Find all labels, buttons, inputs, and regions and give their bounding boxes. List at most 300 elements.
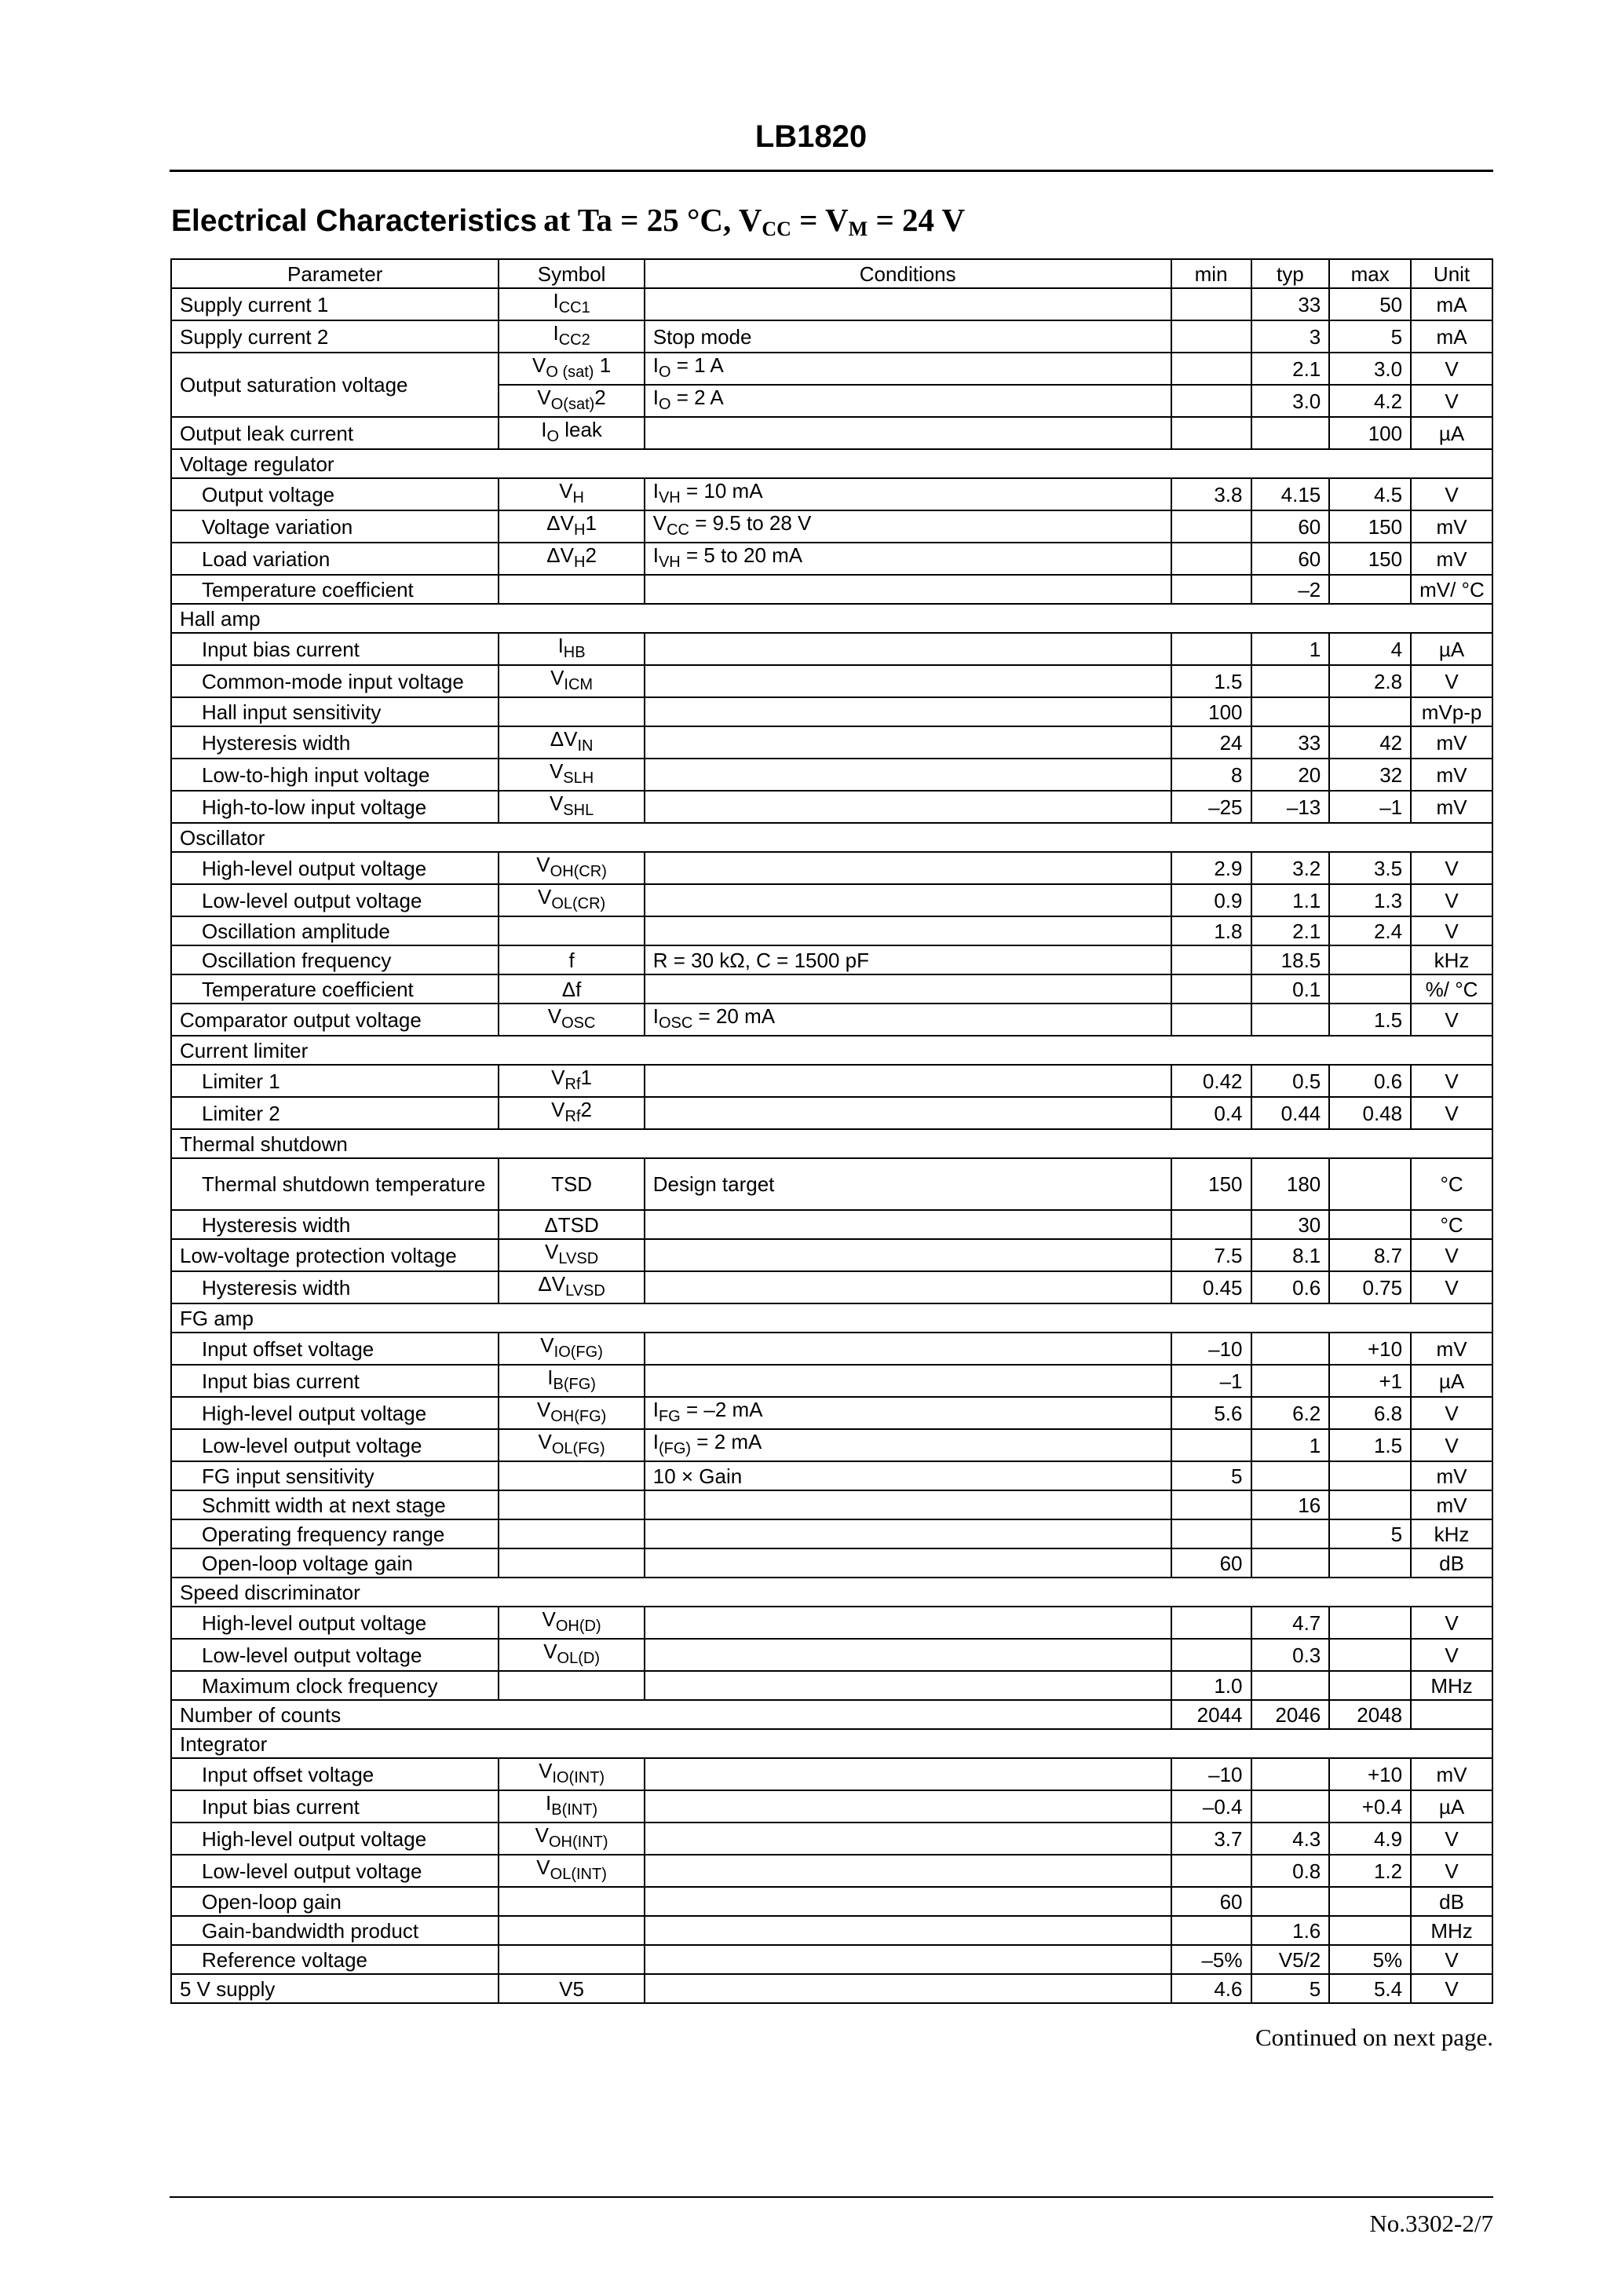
max-cell bbox=[1329, 974, 1411, 1004]
max-cell: 4 bbox=[1329, 633, 1411, 665]
min-cell bbox=[1171, 1639, 1251, 1671]
column-header-min: min bbox=[1171, 259, 1251, 288]
min-cell: –10 bbox=[1171, 1333, 1251, 1365]
min-cell: –5% bbox=[1171, 1945, 1251, 1974]
max-cell bbox=[1329, 1887, 1411, 1916]
max-cell: +10 bbox=[1329, 1758, 1411, 1790]
parameter-cell: Open-loop gain bbox=[171, 1887, 499, 1916]
symbol-cell bbox=[499, 1855, 644, 1887]
typ-cell: 18.5 bbox=[1251, 945, 1330, 974]
max-cell: –1 bbox=[1329, 791, 1411, 823]
unit-cell: mV bbox=[1411, 1333, 1492, 1365]
subscript-text: IN bbox=[577, 737, 594, 755]
max-cell: 1.5 bbox=[1329, 1429, 1411, 1461]
typ-cell: 1 bbox=[1251, 633, 1330, 665]
inline-text: V bbox=[549, 792, 564, 815]
max-cell: 3.0 bbox=[1329, 353, 1411, 385]
inline-text: V bbox=[536, 1398, 551, 1421]
min-cell: 2.9 bbox=[1171, 852, 1251, 884]
max-cell: 42 bbox=[1329, 726, 1411, 759]
parameter-cell: High-level output voltage bbox=[171, 852, 499, 884]
parameter-cell: Low-level output voltage bbox=[171, 1855, 499, 1887]
inline-text: I bbox=[652, 386, 659, 409]
table-row bbox=[171, 759, 1492, 791]
table-group-row bbox=[171, 449, 1492, 478]
unit-cell: V bbox=[1411, 1429, 1492, 1461]
max-cell: 3.5 bbox=[1329, 852, 1411, 884]
parameter-cell: Open-loop voltage gain bbox=[171, 1548, 499, 1578]
min-cell bbox=[1171, 974, 1251, 1004]
subscript-text: OH(D) bbox=[555, 1618, 601, 1635]
table-row bbox=[171, 1887, 1492, 1916]
inline-text: ΔV bbox=[546, 543, 574, 567]
max-cell: 150 bbox=[1329, 510, 1411, 543]
inline-text: V bbox=[537, 386, 551, 409]
electrical-characteristics-table bbox=[170, 258, 1493, 2004]
parameter-cell: Common-mode input voltage bbox=[171, 665, 499, 697]
table-row bbox=[171, 1974, 1492, 2003]
parameter-cell: High-to-low input voltage bbox=[171, 791, 499, 823]
conditions-cell bbox=[645, 945, 1171, 974]
min-cell bbox=[1171, 320, 1251, 353]
subscript-text: IO(FG) bbox=[553, 1344, 603, 1361]
subscript-text: LVSD bbox=[565, 1282, 605, 1300]
typ-cell: 0.8 bbox=[1251, 1855, 1330, 1887]
table-body bbox=[171, 288, 1492, 2003]
typ-cell: 1 bbox=[1251, 1429, 1330, 1461]
parameter-cell: Voltage variation bbox=[171, 510, 499, 543]
min-cell bbox=[1171, 385, 1251, 417]
max-cell bbox=[1329, 945, 1411, 974]
conditions-cell bbox=[645, 1855, 1171, 1887]
inline-text: I bbox=[553, 289, 559, 313]
table-group-row bbox=[171, 1729, 1492, 1758]
unit-cell: V bbox=[1411, 478, 1492, 510]
min-cell bbox=[1171, 353, 1251, 385]
table-row bbox=[171, 852, 1492, 884]
min-cell: 0.42 bbox=[1171, 1065, 1251, 1097]
typ-cell: 4.15 bbox=[1251, 478, 1330, 510]
unit-cell: dB bbox=[1411, 1887, 1492, 1916]
typ-cell bbox=[1251, 1887, 1330, 1916]
group-label: Thermal shutdown bbox=[171, 1129, 1492, 1158]
table-row bbox=[171, 884, 1492, 916]
footer-rule bbox=[170, 2196, 1493, 2198]
unit-cell: µA bbox=[1411, 1365, 1492, 1397]
table-row bbox=[171, 1210, 1492, 1239]
min-cell: 5 bbox=[1171, 1461, 1251, 1490]
max-cell: 1.2 bbox=[1329, 1855, 1411, 1887]
parameter-cell: Reference voltage bbox=[171, 1945, 499, 1974]
table-row bbox=[171, 478, 1492, 510]
symbol-cell bbox=[499, 1097, 644, 1129]
symbol-cell bbox=[499, 791, 644, 823]
symbol-cell bbox=[499, 1490, 644, 1519]
subscript-text: O(sat) bbox=[550, 396, 595, 413]
table-row bbox=[171, 1945, 1492, 1974]
typ-cell: 1.1 bbox=[1251, 884, 1330, 916]
inline-text: V bbox=[537, 885, 552, 909]
min-cell bbox=[1171, 510, 1251, 543]
unit-cell: V bbox=[1411, 1639, 1492, 1671]
column-header-symbol: Symbol bbox=[499, 259, 644, 288]
table-row bbox=[171, 726, 1492, 759]
max-cell: 100 bbox=[1329, 417, 1411, 449]
typ-cell: 0.44 bbox=[1251, 1097, 1330, 1129]
symbol-cell bbox=[499, 1271, 644, 1303]
inline-text: = 20 mA bbox=[692, 1004, 776, 1028]
subscript-text: LVSD bbox=[558, 1250, 599, 1267]
conditions-cell bbox=[645, 1607, 1171, 1639]
subscript-text: B(INT) bbox=[551, 1801, 598, 1819]
symbol-cell bbox=[499, 1790, 644, 1823]
conditions-cell bbox=[645, 1945, 1171, 1974]
inline-text: R = 30 kΩ, C = 1500 pF bbox=[652, 948, 869, 972]
inline-text: ΔTSD bbox=[544, 1212, 599, 1237]
inline-text: = 1 A bbox=[670, 353, 724, 377]
conditions-cell bbox=[645, 1519, 1171, 1548]
inline-text: 1 bbox=[594, 353, 612, 377]
typ-cell bbox=[1251, 697, 1330, 726]
typ-cell: 3.0 bbox=[1251, 385, 1330, 417]
table-row bbox=[171, 543, 1492, 575]
inline-text: I bbox=[652, 1004, 659, 1028]
min-cell bbox=[1171, 1429, 1251, 1461]
header-rule bbox=[170, 170, 1493, 172]
table-row bbox=[171, 1758, 1492, 1790]
symbol-cell bbox=[499, 1758, 644, 1790]
unit-cell: mV bbox=[1411, 791, 1492, 823]
page-number: No.3302-2/7 bbox=[1369, 2210, 1493, 2237]
inline-text: 10 × Gain bbox=[652, 1464, 743, 1488]
symbol-cell bbox=[499, 1365, 644, 1397]
table-row bbox=[171, 1461, 1492, 1490]
parameter-cell: Low-to-high input voltage bbox=[171, 759, 499, 791]
inline-text: ΔV bbox=[538, 1272, 566, 1296]
min-cell: 1.8 bbox=[1171, 916, 1251, 945]
symbol-cell bbox=[499, 1916, 644, 1945]
unit-cell: V bbox=[1411, 852, 1492, 884]
inline-text: I bbox=[652, 1398, 659, 1421]
table-row bbox=[171, 1158, 1492, 1210]
symbol-cell bbox=[499, 1639, 644, 1671]
max-cell bbox=[1329, 1671, 1411, 1700]
table-row bbox=[171, 1639, 1492, 1671]
unit-cell: mV bbox=[1411, 759, 1492, 791]
inline-text: V bbox=[543, 1640, 557, 1663]
subscript-text: IO(INT) bbox=[552, 1769, 605, 1786]
unit-cell: µA bbox=[1411, 633, 1492, 665]
parameter-cell: Input offset voltage bbox=[171, 1758, 499, 1790]
inline-text: V bbox=[547, 1004, 562, 1028]
max-cell bbox=[1329, 697, 1411, 726]
subscript-text: Rf bbox=[564, 1076, 581, 1093]
unit-cell: V bbox=[1411, 1823, 1492, 1855]
typ-cell bbox=[1251, 1758, 1330, 1790]
inline-text: Stop mode bbox=[652, 324, 752, 349]
parameter-cell: Comparator output voltage bbox=[171, 1004, 499, 1036]
typ-cell: –13 bbox=[1251, 791, 1330, 823]
symbol-cell bbox=[499, 1461, 644, 1490]
conditions-cell bbox=[645, 665, 1171, 697]
min-cell bbox=[1171, 945, 1251, 974]
symbol-cell bbox=[499, 1239, 644, 1271]
typ-cell bbox=[1251, 1004, 1330, 1036]
inline-text: 2 bbox=[585, 543, 597, 567]
conditions-cell bbox=[645, 1429, 1171, 1461]
table-row bbox=[171, 353, 1492, 385]
parameter-cell: Low-level output voltage bbox=[171, 1429, 499, 1461]
conditions-cell bbox=[645, 1887, 1171, 1916]
symbol-cell bbox=[499, 543, 644, 575]
conditions-cell bbox=[645, 1004, 1171, 1036]
symbol-cell bbox=[499, 945, 644, 974]
parameter-cell: Output leak current bbox=[171, 417, 499, 449]
min-cell bbox=[1171, 1519, 1251, 1548]
parameter-cell: Input bias current bbox=[171, 633, 499, 665]
inline-text: V bbox=[539, 1759, 553, 1782]
min-cell: 2044 bbox=[1171, 1700, 1251, 1729]
symbol-cell bbox=[499, 1548, 644, 1578]
min-cell: 0.45 bbox=[1171, 1271, 1251, 1303]
conditions-cell bbox=[645, 916, 1171, 945]
typ-cell: V5/2 bbox=[1251, 1945, 1330, 1974]
conditions-cell bbox=[645, 759, 1171, 791]
table-row bbox=[171, 974, 1492, 1004]
min-cell: 3.7 bbox=[1171, 1823, 1251, 1855]
subscript-text: (FG) bbox=[658, 1440, 692, 1457]
subscript-text: OL(FG) bbox=[551, 1440, 605, 1457]
inline-text: ΔV bbox=[546, 511, 574, 535]
typ-cell bbox=[1251, 1548, 1330, 1578]
table-row bbox=[171, 320, 1492, 353]
subscript-text: CC2 bbox=[558, 331, 590, 349]
inline-text: V bbox=[551, 1098, 565, 1121]
inline-text: V bbox=[538, 1430, 552, 1453]
max-cell: 1.3 bbox=[1329, 884, 1411, 916]
min-cell: –25 bbox=[1171, 791, 1251, 823]
parameter-cell: High-level output voltage bbox=[171, 1397, 499, 1429]
max-cell: 5% bbox=[1329, 1945, 1411, 1974]
conditions-cell bbox=[645, 1158, 1171, 1210]
conditions-cell bbox=[645, 1461, 1171, 1490]
subscript-text: O bbox=[658, 364, 671, 381]
typ-cell: 0.5 bbox=[1251, 1065, 1330, 1097]
unit-cell: V bbox=[1411, 1004, 1492, 1036]
max-cell bbox=[1329, 1158, 1411, 1210]
unit-cell: MHz bbox=[1411, 1916, 1492, 1945]
min-cell: –1 bbox=[1171, 1365, 1251, 1397]
parameter-cell: Low-voltage protection voltage bbox=[171, 1239, 499, 1271]
symbol-cell bbox=[499, 1607, 644, 1639]
subscript-text: VH bbox=[658, 554, 681, 571]
max-cell: 8.7 bbox=[1329, 1239, 1411, 1271]
typ-cell bbox=[1251, 665, 1330, 697]
conditions-cell bbox=[645, 1823, 1171, 1855]
typ-cell: 8.1 bbox=[1251, 1239, 1330, 1271]
parameter-cell: Load variation bbox=[171, 543, 499, 575]
condition-subscript: CC bbox=[762, 218, 791, 240]
inline-text: V bbox=[549, 759, 564, 783]
unit-cell: V bbox=[1411, 916, 1492, 945]
subscript-text: ICM bbox=[564, 676, 594, 693]
group-label: Speed discriminator bbox=[171, 1578, 1492, 1607]
typ-cell bbox=[1251, 1365, 1330, 1397]
unit-cell: V bbox=[1411, 665, 1492, 697]
parameter-cell: Output voltage bbox=[171, 478, 499, 510]
inline-text: = 10 mA bbox=[680, 479, 763, 503]
inline-text: V5 bbox=[559, 1976, 584, 2001]
typ-cell bbox=[1251, 1461, 1330, 1490]
parameter-cell: 5 V supply bbox=[171, 1974, 499, 2003]
conditions-cell bbox=[645, 1974, 1171, 2003]
unit-cell: mA bbox=[1411, 320, 1492, 353]
inline-text: V bbox=[652, 511, 667, 535]
conditions-cell bbox=[645, 1639, 1171, 1671]
symbol-cell bbox=[499, 852, 644, 884]
column-header-unit: Unit bbox=[1411, 259, 1492, 288]
inline-text: V bbox=[542, 1607, 556, 1631]
table-group-row bbox=[171, 604, 1492, 633]
typ-cell: 180 bbox=[1251, 1158, 1330, 1210]
inline-text: I bbox=[652, 1430, 659, 1453]
typ-cell: 5 bbox=[1251, 1974, 1330, 2003]
parameter-cell: Limiter 2 bbox=[171, 1097, 499, 1129]
min-cell: 24 bbox=[1171, 726, 1251, 759]
typ-cell: 6.2 bbox=[1251, 1397, 1330, 1429]
unit-cell: dB bbox=[1411, 1548, 1492, 1578]
table-row bbox=[171, 1333, 1492, 1365]
symbol-cell bbox=[499, 320, 644, 353]
subscript-text: HB bbox=[563, 644, 586, 661]
continued-note: Continued on next page. bbox=[1255, 2024, 1493, 2051]
condition-subscript: M bbox=[848, 218, 868, 240]
unit-cell: V bbox=[1411, 1239, 1492, 1271]
section-heading-title: Electrical Characteristics bbox=[171, 204, 538, 238]
conditions-cell bbox=[645, 1239, 1171, 1271]
symbol-cell bbox=[499, 1158, 644, 1210]
conditions-cell bbox=[645, 353, 1171, 385]
parameter-cell: Low-level output voltage bbox=[171, 1639, 499, 1671]
typ-cell bbox=[1251, 1333, 1330, 1365]
min-cell: 7.5 bbox=[1171, 1239, 1251, 1271]
max-cell: 5.4 bbox=[1329, 1974, 1411, 2003]
typ-cell: 33 bbox=[1251, 726, 1330, 759]
table-row bbox=[171, 791, 1492, 823]
typ-cell bbox=[1251, 1790, 1330, 1823]
min-cell bbox=[1171, 543, 1251, 575]
group-label: Current limiter bbox=[171, 1036, 1492, 1065]
unit-cell: µA bbox=[1411, 417, 1492, 449]
symbol-cell bbox=[499, 633, 644, 665]
typ-cell: 33 bbox=[1251, 288, 1330, 320]
symbol-cell bbox=[499, 1004, 644, 1036]
table-row bbox=[171, 633, 1492, 665]
min-cell: 3.8 bbox=[1171, 478, 1251, 510]
min-cell: 1.5 bbox=[1171, 665, 1251, 697]
parameter-cell: Hysteresis width bbox=[171, 1271, 499, 1303]
parameter-cell: Supply current 2 bbox=[171, 320, 499, 353]
table-group-row bbox=[171, 1036, 1492, 1065]
inline-text: V bbox=[536, 1855, 550, 1879]
typ-cell bbox=[1251, 417, 1330, 449]
min-cell: 0.4 bbox=[1171, 1097, 1251, 1129]
parameter-cell: Number of counts bbox=[171, 1700, 1171, 1729]
subscript-text: Rf bbox=[564, 1108, 581, 1125]
max-cell: 5 bbox=[1329, 1519, 1411, 1548]
table-row bbox=[171, 665, 1492, 697]
table-row bbox=[171, 1548, 1492, 1578]
table-row bbox=[171, 916, 1492, 945]
symbol-cell bbox=[499, 1974, 644, 2003]
max-cell bbox=[1329, 1210, 1411, 1239]
unit-cell: V bbox=[1411, 353, 1492, 385]
symbol-cell bbox=[499, 385, 644, 417]
min-cell bbox=[1171, 1490, 1251, 1519]
group-label: Voltage regulator bbox=[171, 449, 1492, 478]
min-cell bbox=[1171, 633, 1251, 665]
symbol-cell bbox=[499, 974, 644, 1004]
max-cell bbox=[1329, 1548, 1411, 1578]
section-heading bbox=[171, 196, 965, 253]
subscript-text: CC1 bbox=[558, 299, 590, 316]
unit-cell: kHz bbox=[1411, 945, 1492, 974]
typ-cell: 3.2 bbox=[1251, 852, 1330, 884]
subscript-text: OL(D) bbox=[557, 1650, 600, 1667]
parameter-cell: Input bias current bbox=[171, 1365, 499, 1397]
table-row bbox=[171, 1004, 1492, 1036]
parameter-cell: Hysteresis width bbox=[171, 726, 499, 759]
inline-text: 2 bbox=[594, 386, 606, 409]
table-row bbox=[171, 1607, 1492, 1639]
parameter-cell: Temperature coefficient bbox=[171, 974, 499, 1004]
typ-cell: 2.1 bbox=[1251, 353, 1330, 385]
symbol-cell bbox=[499, 288, 644, 320]
inline-text: 1 bbox=[580, 1066, 592, 1089]
conditions-cell bbox=[645, 1916, 1171, 1945]
table-row bbox=[171, 1397, 1492, 1429]
typ-cell: 20 bbox=[1251, 759, 1330, 791]
inline-text: V bbox=[536, 853, 550, 876]
unit-cell: V bbox=[1411, 1945, 1492, 1974]
min-cell bbox=[1171, 288, 1251, 320]
inline-text: I bbox=[652, 479, 659, 503]
min-cell bbox=[1171, 575, 1251, 604]
parameter-cell: Temperature coefficient bbox=[171, 575, 499, 604]
unit-cell: V bbox=[1411, 1271, 1492, 1303]
subscript-text: FG bbox=[658, 1408, 681, 1425]
parameter-cell: Low-level output voltage bbox=[171, 884, 499, 916]
unit-cell: mV bbox=[1411, 726, 1492, 759]
symbol-cell bbox=[499, 726, 644, 759]
min-cell: 0.9 bbox=[1171, 884, 1251, 916]
inline-text: V bbox=[551, 1066, 565, 1089]
parameter-cell: High-level output voltage bbox=[171, 1607, 499, 1639]
symbol-cell bbox=[499, 665, 644, 697]
symbol-cell bbox=[499, 575, 644, 604]
table-row bbox=[171, 1671, 1492, 1700]
table-row bbox=[171, 575, 1492, 604]
table-row bbox=[171, 288, 1492, 320]
table-row bbox=[171, 1271, 1492, 1303]
subscript-text: SHL bbox=[563, 802, 594, 819]
max-cell: 6.8 bbox=[1329, 1397, 1411, 1429]
max-cell bbox=[1329, 1607, 1411, 1639]
max-cell bbox=[1329, 1916, 1411, 1945]
parameter-cell: Hysteresis width bbox=[171, 1210, 499, 1239]
table-row bbox=[171, 1855, 1492, 1887]
unit-cell: kHz bbox=[1411, 1519, 1492, 1548]
